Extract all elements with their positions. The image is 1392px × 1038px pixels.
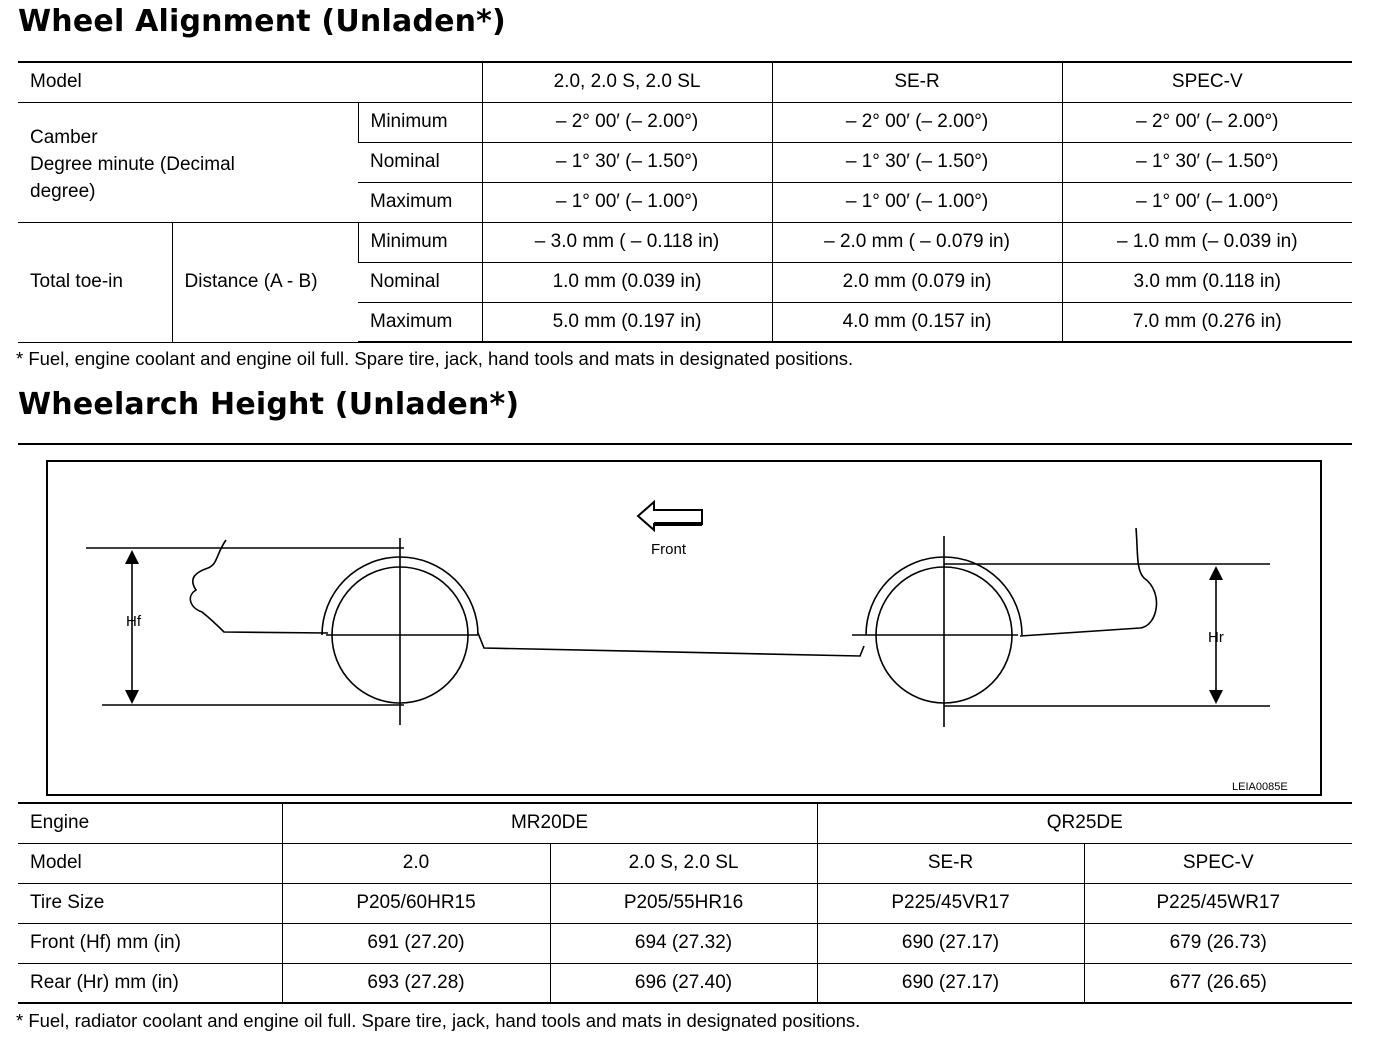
- table-cell: P205/60HR15: [282, 883, 550, 923]
- table-cell: 679 (26.73): [1084, 923, 1352, 963]
- table-row: [18, 963, 1352, 1003]
- table-cell: – 1° 00′ (– 1.00°): [482, 182, 772, 222]
- wheelarch-diagram: [46, 460, 1322, 796]
- model-header: Model: [18, 843, 282, 883]
- wheelarch-height-table: [18, 802, 1352, 1004]
- camber-label-line: degree): [30, 180, 96, 202]
- model-column-header: 2.0, 2.0 S, 2.0 SL: [482, 62, 772, 102]
- table-cell: – 1° 00′ (– 1.00°): [1062, 182, 1352, 222]
- table-cell: – 1.0 mm (– 0.039 in): [1062, 222, 1352, 262]
- table-cell: – 1° 00′ (– 1.00°): [772, 182, 1062, 222]
- table-row: [18, 222, 1352, 262]
- row-label: Minimum: [358, 102, 482, 142]
- wheelarch-diagram-svg: [48, 462, 1320, 794]
- row-label: Rear (Hr) mm (in): [18, 963, 282, 1003]
- row-label: Minimum: [358, 222, 482, 262]
- table-cell: P205/55HR16: [550, 883, 817, 923]
- toe-sublabel: Distance (A - B): [172, 222, 358, 342]
- engine-column-header: MR20DE: [282, 803, 817, 843]
- table-cell: – 2.0 mm ( – 0.079 in): [772, 222, 1062, 262]
- table-cell: – 1° 30′ (– 1.50°): [482, 142, 772, 182]
- hf-arrow-up-icon: [125, 550, 139, 564]
- table-cell: – 3.0 mm ( – 0.118 in): [482, 222, 772, 262]
- hr-label: Hr: [1208, 629, 1224, 646]
- camber-label: [18, 102, 358, 222]
- table-cell: 3.0 mm (0.118 in): [1062, 262, 1352, 302]
- front-arrow-icon: [638, 502, 702, 530]
- table-cell: 5.0 mm (0.197 in): [482, 302, 772, 342]
- footnote: * Fuel, radiator coolant and engine oil full. Spare tire, jack, hand tools and mats in designated positions.: [16, 1010, 861, 1031]
- table-cell: 2.0 mm (0.079 in): [772, 262, 1062, 302]
- table-cell: – 2° 00′ (– 2.00°): [1062, 102, 1352, 142]
- wheel-alignment-table: [18, 61, 1352, 343]
- table-cell: P225/45WR17: [1084, 883, 1352, 923]
- wheel-alignment-title: Wheel Alignment (Unladen*): [18, 4, 506, 39]
- hf-label: Hf: [126, 613, 141, 630]
- table-cell: 4.0 mm (0.157 in): [772, 302, 1062, 342]
- row-label: Nominal: [358, 142, 482, 182]
- table-cell: 690 (27.17): [817, 923, 1084, 963]
- table-row: [18, 883, 1352, 923]
- body-sill-outline: [478, 633, 864, 656]
- row-label: Maximum: [358, 302, 482, 342]
- model-column-header: SPEC-V: [1062, 62, 1352, 102]
- table-cell: P225/45VR17: [817, 883, 1084, 923]
- rear-bumper-outline: [1020, 528, 1156, 636]
- table-cell: – 2° 00′ (– 2.00°): [482, 102, 772, 142]
- hf-arrow-down-icon: [125, 690, 139, 704]
- model-header: Model: [18, 62, 482, 102]
- table-cell: 694 (27.32): [550, 923, 817, 963]
- hr-arrow-down-icon: [1209, 690, 1223, 704]
- camber-label-line: Degree minute (Decimal: [30, 153, 235, 175]
- engine-header: Engine: [18, 803, 282, 843]
- model-column-header: SPEC-V: [1084, 843, 1352, 883]
- section-rule: [18, 443, 1352, 445]
- table-cell: 690 (27.17): [817, 963, 1084, 1003]
- table-cell: – 1° 30′ (– 1.50°): [772, 142, 1062, 182]
- camber-label-line: Camber: [30, 126, 98, 148]
- table-row: [18, 803, 1352, 843]
- table-row: [18, 102, 1352, 142]
- front-label: Front: [651, 541, 687, 558]
- model-column-header: SE-R: [817, 843, 1084, 883]
- wheelarch-height-title: Wheelarch Height (Unladen*): [18, 387, 520, 422]
- footnote: * Fuel, engine coolant and engine oil full. Spare tire, jack, hand tools and mats in designated positions.: [16, 348, 854, 369]
- table-cell: 677 (26.65): [1084, 963, 1352, 1003]
- toe-label: Total toe-in: [18, 222, 172, 342]
- table-cell: 696 (27.40): [550, 963, 817, 1003]
- model-column-header: 2.0 S, 2.0 SL: [550, 843, 817, 883]
- table-cell: 693 (27.28): [282, 963, 550, 1003]
- hr-arrow-up-icon: [1209, 566, 1223, 580]
- figure-code: LEIA0085E: [1232, 781, 1288, 793]
- row-label: Nominal: [358, 262, 482, 302]
- engine-column-header: QR25DE: [817, 803, 1352, 843]
- table-cell: 7.0 mm (0.276 in): [1062, 302, 1352, 342]
- row-label: Maximum: [358, 182, 482, 222]
- table-row: [18, 843, 1352, 883]
- table-row: [18, 923, 1352, 963]
- row-label: Tire Size: [18, 883, 282, 923]
- model-column-header: 2.0: [282, 843, 550, 883]
- table-cell: 1.0 mm (0.039 in): [482, 262, 772, 302]
- front-bumper-outline: [190, 540, 328, 633]
- table-cell: – 1° 30′ (– 1.50°): [1062, 142, 1352, 182]
- table-cell: – 2° 00′ (– 2.00°): [772, 102, 1062, 142]
- row-label: Front (Hf) mm (in): [18, 923, 282, 963]
- table-cell: 691 (27.20): [282, 923, 550, 963]
- model-column-header: SE-R: [772, 62, 1062, 102]
- table-row: [18, 62, 1352, 102]
